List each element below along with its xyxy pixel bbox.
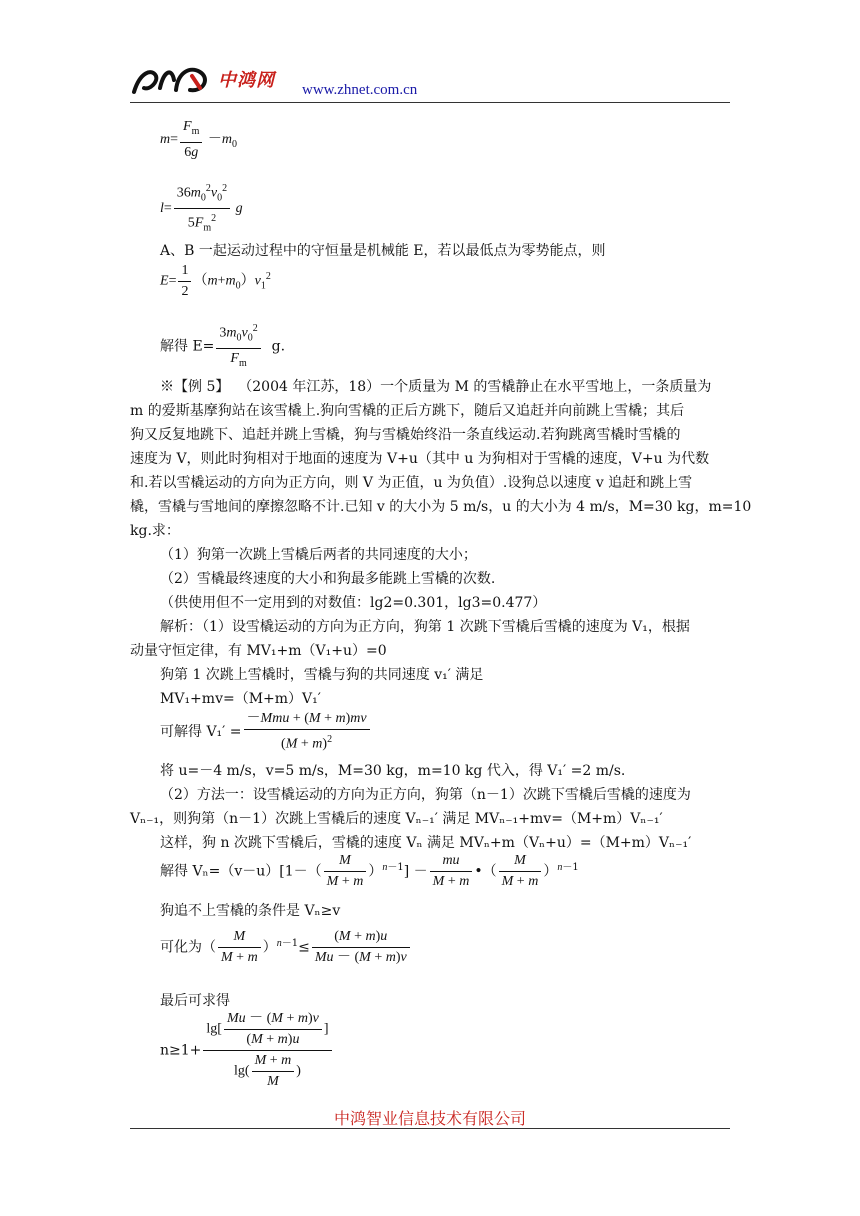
formula-simplified: 可化为（ $\frac{M}{M + m}$ ）$^{n-1}$≤ $\frac{(M + m)u}{Mu - (M + m)v}$ bbox=[160, 928, 412, 967]
example-line-2: m 的爱斯基摩狗站在该雪橇上.狗向雪橇的正后方跳下，随后又追赶并向前跳上雪橇；其后 bbox=[130, 403, 685, 419]
method-one-line-1: （2）方法一：设雪橇运动的方向为正方向，狗第（n－1）次跳下雪橇后雪橇的速度为 bbox=[160, 787, 691, 803]
question-1: （1）狗第一次跳上雪橇后两者的共同速度的大小； bbox=[160, 547, 477, 563]
site-url[interactable]: www.zhnet.com.cn bbox=[302, 82, 418, 98]
e-result-prefix: 解得 E= bbox=[160, 338, 215, 355]
final-text: 最后可求得 bbox=[160, 993, 230, 1009]
example-text-1: （2004 年江苏，18）一个质量为 M 的雪橇静止在水平雪地上，一条质量为 bbox=[238, 379, 712, 395]
method-one-line-3: 这样，狗 n 次跳下雪橇后，雪橇的速度 Vₙ 满足 MVₙ+m（Vₙ+u）=（M+m）Vₙ₋₁′ bbox=[160, 835, 692, 851]
example-line-6: 橇，雪橇与雪地间的摩擦忽略不计.已知 v 的大小为 5 m/s，u 的大小为 4 m/s，M=30 kg，m=10 bbox=[130, 499, 752, 515]
solution-line-3: 狗第 1 次跳上雪橇时，雪橇与狗的共同速度 v₁′ 满足 bbox=[160, 667, 484, 683]
example-heading: ※【例 5】 bbox=[160, 379, 230, 395]
formula-v1-prime: 可解得 V₁′ = $\frac{\text{－Mmu + (M + m)mv}}{(M + m)^2}$ bbox=[160, 710, 372, 754]
example-line-3: 狗又反复地跳下、追赶并跳上雪橇，狗与雪橇始终沿一条直线运动.若狗跳离雪橇时雪橇的 bbox=[130, 427, 681, 443]
solution-line-substitute: 将 u=－4 m/s，v=5 m/s，M=30 kg，m=10 kg 代入，得 V₁′ =2 m/s. bbox=[160, 763, 626, 779]
footer-company: 中鸿智业信息技术有限公司 bbox=[333, 1109, 526, 1128]
formula-l: l= $\frac{36m_0^2v_0^2}{5F_m^2}$ g bbox=[160, 180, 243, 238]
vn-prefix: 解得 Vₙ=（v－u）[1－（ bbox=[160, 863, 322, 880]
question-3-note: （供使用但不一定用到的对数值：lg2=0.301，lg3=0.477） bbox=[160, 595, 547, 611]
solution-line-4: MV₁+mv=（M+m）V₁′ bbox=[160, 691, 321, 707]
v1-prime-prefix: 可解得 V₁′ = bbox=[160, 723, 242, 740]
example-line-7: kg.求： bbox=[130, 523, 180, 539]
paragraph-ab-energy: A、B 一起运动过程中的守恒量是机械能 E，若以最低点为零势能点，则 bbox=[160, 243, 606, 259]
formula-vn: 解得 Vₙ=（v－u）[1－（ $\frac{M}{M + m}$ ）$^{n-1}$] － $\frac{mu}{M + m}$ •（ $\frac{M}{M + m}$ ）$^{n-1}$ bbox=[160, 853, 579, 889]
example-line-4: 速度为 V，则此时狗相对于地面的速度为 V+u（其中 u 为狗相对于雪橇的速度，V+u 为代数 bbox=[130, 451, 710, 467]
logo-text: 中鸿网 bbox=[218, 70, 275, 91]
page-header bbox=[130, 60, 730, 103]
question-2: （2）雪橇最终速度的大小和狗最多能跳上雪橇的次数. bbox=[160, 571, 496, 587]
solution-line-2: 动量守恒定律，有 MV₁+m（V₁+u）=0 bbox=[130, 643, 387, 659]
formula-n: n≥1+ lg[ $\frac{Mu - (M + m)v}{(M + m)u}$ ] lg( $\frac{M + m}{M}$ ) bbox=[160, 1010, 334, 1091]
n-prefix: n≥1+ bbox=[160, 1042, 202, 1059]
solution-line-1: 解析：（1）设雪橇运动的方向为正方向，狗第 1 次跳下雪橇后雪橇的速度为 V₁，根据 bbox=[160, 619, 690, 635]
example-line-1 bbox=[160, 378, 711, 396]
formula-e-result: 解得 E= $\frac{3m_0v_0^2}{F_m}$ g. bbox=[160, 320, 285, 373]
formula-m: m= $\frac{F_m}{6g}$ $-m_0$ bbox=[160, 119, 237, 160]
e-result-suffix: g. bbox=[271, 338, 286, 355]
method-one-line-2: Vₙ₋₁，则狗第（n－1）次跳上雪橇后的速度 Vₙ₋₁′ 满足 MVₙ₋₁+mv=（M+m）Vₙ₋₁′ bbox=[130, 811, 663, 827]
footer-divider bbox=[130, 1128, 730, 1129]
condition-line: 狗追不上雪橇的条件是 Vₙ≥v bbox=[160, 903, 341, 919]
simplify-prefix: 可化为（ bbox=[160, 939, 216, 956]
example-line-5: 和.若以雪橇运动的方向为正方向，则 V 为正值，u 为负值）.设狗总以速度 v 追赶和跳上雪 bbox=[130, 475, 693, 491]
formula-e: E= $\frac{1}{2}$ $(m+m_0)v_1^2$ bbox=[160, 263, 271, 299]
